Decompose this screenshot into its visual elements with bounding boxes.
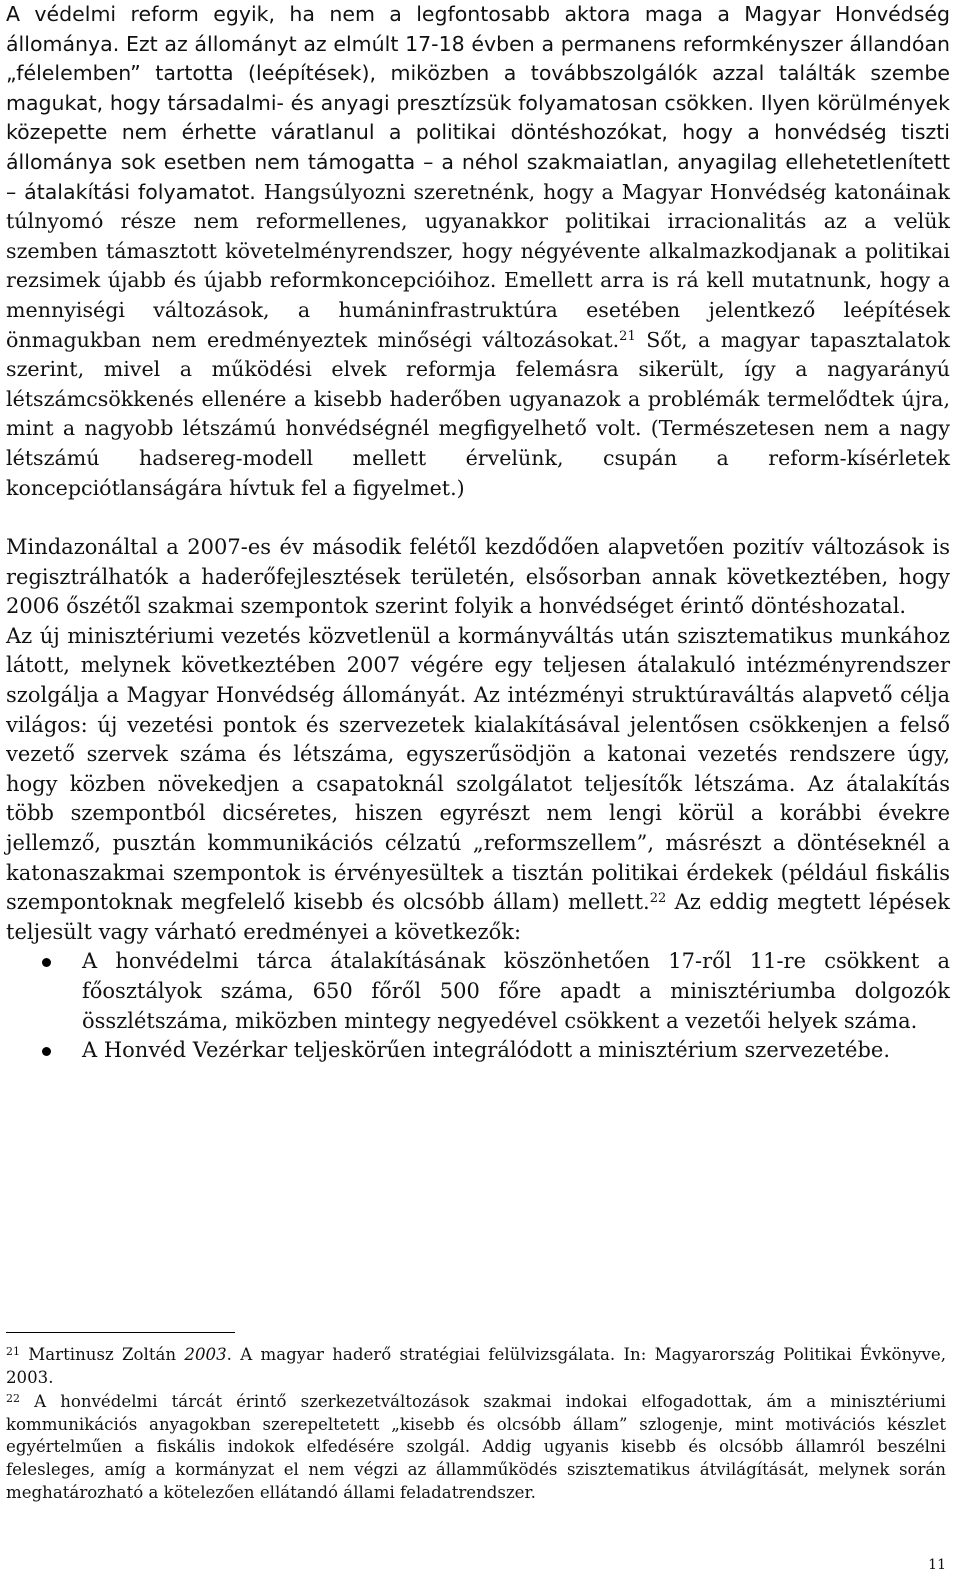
bullet-icon [42, 1047, 51, 1056]
list-item [6, 947, 950, 1036]
paragraph-intro [6, 0, 950, 503]
footnote-separator [6, 1332, 235, 1333]
paragraph-2007-changes: Mindazonáltal a 2007-es év második felétől kezdődően alapvetően pozitív változások is regisztrálhatók a haderőfejlesztések területén, elsősorban annak következtében, hogy 2006 őszétől szakmai szempontok szerint folyik a honvédséget érintő döntéshozatal. [6, 535, 950, 619]
list-item-text: A Honvéd Vezérkar teljeskörűen integrálódott a minisztérium szervezetébe. [82, 1038, 890, 1063]
footnote-number: 22 [6, 1392, 20, 1406]
paragraph-intro-text: A védelmi reform egyik, ha nem a legfontosabb aktora maga a Magyar Honvédség állománya. Ezt az állományt az elmúlt 17-18 évben a permanens reformkényszer állandóan „félelemben” tartotta (leépítések), miközben a továbbszolgálók azzal találták szembe magukat, hogy társadalmi- és anyagi presztízsük folyamatosan csökken. Ilyen körülmények közepette nem érhette váratlanul a politikai döntéshozókat, hogy a honvédség tiszti állománya sok esetben nem támogatta – a néhol szakmaiatlan, anyagilag ellehetetlenített – átalakítási folyamatot. [6, 2, 950, 204]
paragraph-continuation-text: Hangsúlyozni szeretnénk, hogy a Magyar Honvédség katonáinak túlnyomó része nem reformellenes, ugyanakkor politikai irracionalitás az a velük szemben támasztott követelményrendszer, hogy négyévente alkalmazkodjanak a politikai rezsimek újabb és újabb reformkoncepcióihoz. Emellett arra is rá kell mutatnunk, hogy a mennyiségi változások, a humáninfrastruktúra esetében jelentkező leépítések önmagukban nem eredményeztek minőségi változásokat. [6, 179, 950, 352]
footnotes [6, 1344, 946, 1506]
footnote-21 [6, 1344, 946, 1389]
paragraph-ministry [6, 622, 950, 948]
footnote-text: Martinusz Zoltán [20, 1345, 185, 1364]
footnote-text: A honvédelmi tárcát érintő szerkezetváltozások szakmai indokai elfogadottak, ám a minisztériumi kommunikációs anyagokban szerepeltetett „kisebb és olcsóbb állam” szlogenje, mint motivációs készlet egyértelműen a fiskális indokok elfedésére szolgál. Addig ugyanis kisebb és olcsóbb államról beszélni felesleges, amíg a kormányzat el nem végzi az államműködés szisztematikus átvilágítását, melynek során meghatározható a kötelezően ellátandó állami feladatrendszer. [6, 1392, 946, 1502]
bullet-icon [42, 958, 51, 967]
list-item-text: A honvédelmi tárca átalakításának köszönhetően 17-ről 11-re csökkent a főosztályok száma, 650 főről 500 főre apadt a minisztériumba dolgozók összlétszáma, miközben mintegy negyedével csökkent a vezetői helyek száma. [82, 949, 950, 1033]
page-number: 11 [928, 1557, 946, 1573]
footnote-number: 21 [6, 1345, 20, 1358]
paragraph-continuation-text-2: Sőt, a magyar tapasztalatok szerint, mivel a működési elvek reformja felemásra sikerült, így a nagyarányú létszámcsökkenés ellenére a kisebb haderőben ugyanazok a problémák termelődtek újra, mint a nagyobb létszámú honvédségnél megfigyelhető volt. (Természetesen nem a nagy létszámú hadsereg-modell mellett érvelünk, csupán a reform-kísérletek koncepciótlanságára hívtuk fel a figyelmet.) [6, 327, 950, 500]
results-list [6, 947, 950, 1065]
paragraph-gap [6, 503, 950, 533]
footnote-22 [6, 1391, 946, 1504]
document-page [6, 0, 950, 1066]
footnote-text-2: . A magyar haderő stratégiai felülvizsgálata. In: Magyarország Politikai Évkönyve, 2003. [6, 1345, 946, 1387]
paragraph-ministry-text-2: Az eddig megtett lépések teljesült vagy várható eredményei a következők: [6, 890, 950, 944]
list-item [6, 1036, 950, 1066]
footnote-ref-22[interactable]: 22 [649, 891, 667, 907]
footnote-year: 2003 [184, 1345, 227, 1364]
paragraph-ministry-text: Az új minisztériumi vezetés közvetlenül a kormányváltás után szisztematikus munkához látott, melynek következtében 2007 végére egy teljesen átalakuló intézményrendszer szolgálja a Magyar Honvédség állományát. Az intézményi struktúraváltás alapvető célja világos: új vezetési pontok és szervezetek kialakításával jelentősen csökkenjen a felső vezető szervek száma és létszáma, egyszerűsödjön a katonai vezetés rendszere úgy, hogy közben növekedjen a csapatoknál szolgálatot teljesítők létszáma. Az átalakítás több szempontból dicséretes, hiszen egyrészt nem lengi körül a korábbi évekre jellemző, pusztán kommunikációs célzatú „reformszellem”, másrészt a döntéseknél a katonaszakmai szempontok is érvényesültek a tisztán politikai érdekek (például fiskális szempontoknak megfelelő kisebb és olcsóbb állam) mellett. [6, 623, 950, 915]
paragraph-intro-continuation [6, 180, 950, 500]
footnote-ref-21[interactable]: 21 [619, 328, 636, 344]
